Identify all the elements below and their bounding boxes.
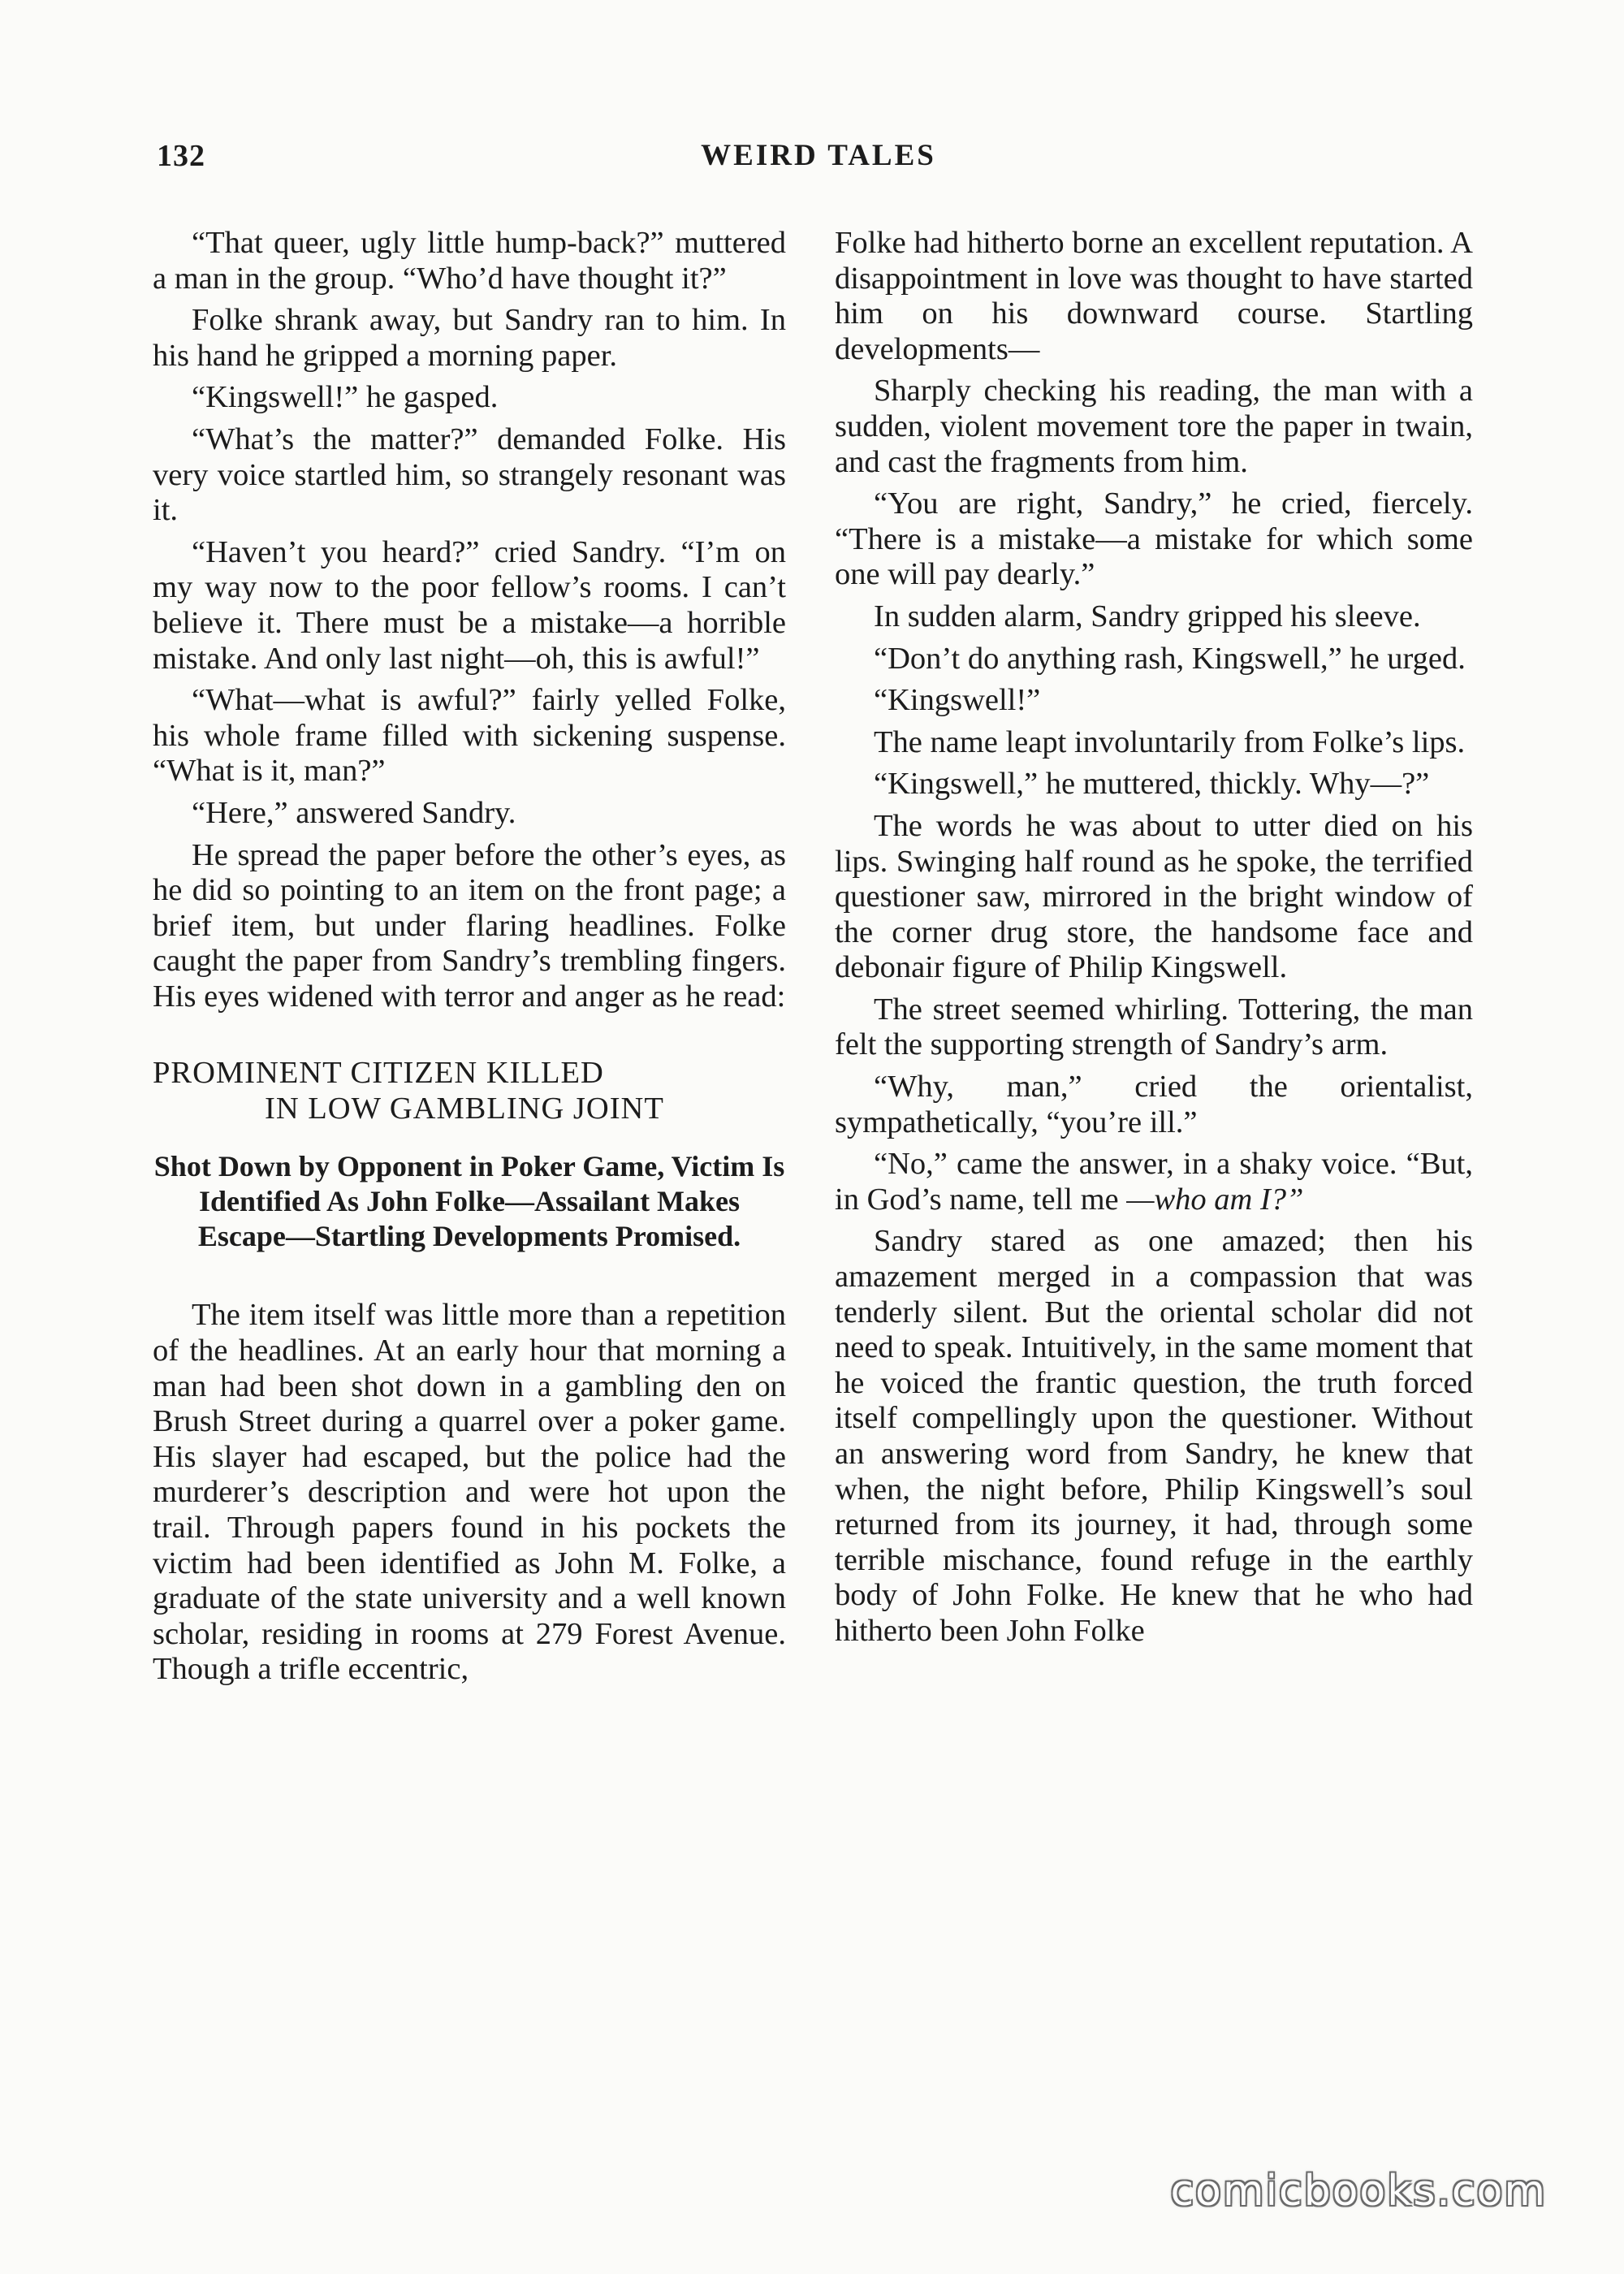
paragraph: “That queer, ugly little hump-back?” muttered a man in the group. “Who’d have thought it?” — [153, 226, 786, 296]
emphasis-text: —who am I?” — [1126, 1182, 1304, 1217]
paragraph: “Kingswell!” he gasped. — [192, 380, 499, 415]
paragraph: Sharply checking his reading, the man with a sudden, violent movement tore the paper in twain, and cast the fragments from him. — [835, 374, 1473, 479]
paragraph: “Haven’t you heard?” cried Sandry. “I’m on my way now to the poor fellow’s rooms. I can’t believe it. There must be a mistake—a horrible mistake. And only last night—oh, this is awful!” — [153, 534, 786, 676]
paragraph: “What—what is awful?” fairly yelled Folke, his whole frame filled with sickening suspense. “What is it, man?” — [153, 683, 786, 789]
paragraph: The street seemed whirling. Tottering, the man felt the supporting strength of Sandry’s arm. — [835, 992, 1473, 1062]
left-column — [153, 226, 786, 1694]
newspaper-subhead: Shot Down by Opponent in Poker Game, Victim Is Identified As John Folke—Assailant Makes Escape—Startling Developments Promised. — [153, 1150, 785, 1253]
paragraph: Folke had hitherto borne an excellent reputation. A disappointment in love was thought to have started him on his downward course. Startling developments— — [835, 226, 1473, 366]
paragraph: “You are right, Sandry,” he cried, fiercely. “There is a mistake—a mistake for which some one will pay dearly.” — [835, 486, 1473, 592]
page-number: 132 — [157, 139, 205, 173]
headline-line-2: IN LOW GAMBLING JOINT — [265, 1092, 664, 1126]
paragraph-text: “No,” came the answer, in a shaky voice. “But, in God’s name, tell me — [835, 1147, 1473, 1217]
paragraph: “Here,” answered Sandry. — [192, 795, 516, 830]
paragraph: The name leapt involuntarily from Folke’s lips. — [874, 724, 1466, 759]
magazine-title: WEIRD TALES — [701, 139, 936, 172]
paragraph: “Don’t do anything rash, Kingswell,” he urged. — [874, 641, 1466, 676]
paragraph: Sandry stared as one amazed; then his amazement merged in a compassion that was tenderly silent. But the oriental scholar did not need to speak. Intuitively, in the same moment that he voiced the frantic question, the truth forced itself compellingly upon the questioner. Without an answering word from Sandry, he knew that when, the night before, Philip Kingswell’s soul returned from its journey, it had, through some terrible mischance, found refuge in the earthly body of John Folke. He knew that he who had hitherto been John Folke — [835, 1224, 1473, 1648]
paragraph — [835, 1147, 1473, 1217]
page-header — [157, 138, 1480, 187]
paragraph: The words he was about to utter died on his lips. Swinging half round as he spoke, the terrified questioner saw, mirrored in the bright window of the corner drug store, the handsome face and debonair figure of Philip Kingswell. — [835, 808, 1473, 985]
watermark-logo: comicbooks.com — [1170, 2167, 1547, 2216]
paragraph: “What’s the matter?” demanded Folke. His very voice startled him, so strangely resonant was it. — [153, 422, 786, 528]
headline-line-1: PROMINENT CITIZEN KILLED — [153, 1056, 604, 1091]
newspaper-headline — [153, 1055, 786, 1126]
paragraph: The item itself was little more than a repetition of the headlines. At an early hour that morning a man had been shot down in a gambling den on Brush Street during a quarrel over a poker game. His slayer had escaped, but the police had the murderer’s description and were hot upon the trail. Through papers found in his pockets the victim had been identified as John M. Folke, a graduate of the state university and a well known scholar, residing in rooms at 279 Forest Avenue. Though a trifle eccentric, — [153, 1298, 786, 1687]
right-column — [835, 226, 1473, 1656]
paragraph: “Kingswell!” — [874, 683, 1041, 718]
paragraph: He spread the paper before the other’s eyes, as he did so pointing to an item on the front page; a brief item, but under flaring headlines. Folke caught the paper from Sandry’s trembling fingers. His eyes widened with terror and anger as he read: — [153, 837, 786, 1014]
paragraph: “Why, man,” cried the orientalist, sympathetically, “you’re ill.” — [835, 1070, 1473, 1139]
paragraph: “Kingswell,” he muttered, thickly. Why—?” — [874, 767, 1430, 802]
paragraph: Folke shrank away, but Sandry ran to him. In his hand he gripped a morning paper. — [153, 303, 786, 373]
paragraph: In sudden alarm, Sandry gripped his sleeve. — [874, 599, 1421, 633]
